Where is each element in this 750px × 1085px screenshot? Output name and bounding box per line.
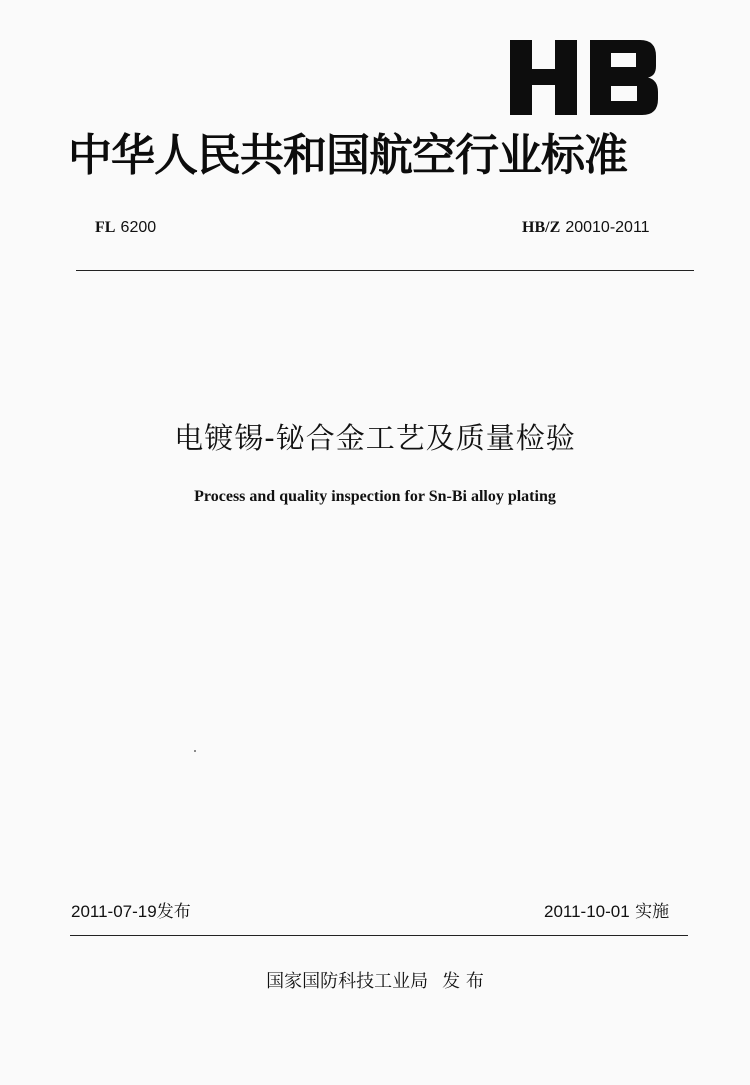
publisher-action: 发 布 [442,971,484,992]
classification-prefix: FL [95,219,116,236]
issue-date: 2011-07-19 [71,902,157,921]
agency-title: 中华人民共和国航空行业标准 [68,130,627,181]
effective-label: 实施 [635,902,670,922]
document-title-chinese: 电镀锡-铋合金工艺及质量检验 [174,421,576,455]
scan-speck [194,750,196,752]
effective-date-line [544,901,669,923]
header-divider [76,270,694,271]
hb-logo [510,40,660,115]
standard-code-number: 20010-2011 [565,219,650,236]
standard-code-prefix: HB/Z [522,219,561,236]
standard-code [522,217,650,238]
effective-date: 2011-10-01 [544,902,630,921]
classification-code [95,217,156,238]
publisher-name: 国家国防科技工业局 [266,971,429,992]
issue-label: 发布 [156,902,191,922]
document-title-english: Process and quality inspection for Sn-Bi alloy plating [194,488,556,505]
classification-number: 6200 [120,219,157,236]
issue-date-line [71,901,191,923]
publisher-line [0,970,750,994]
footer-divider [70,935,688,936]
